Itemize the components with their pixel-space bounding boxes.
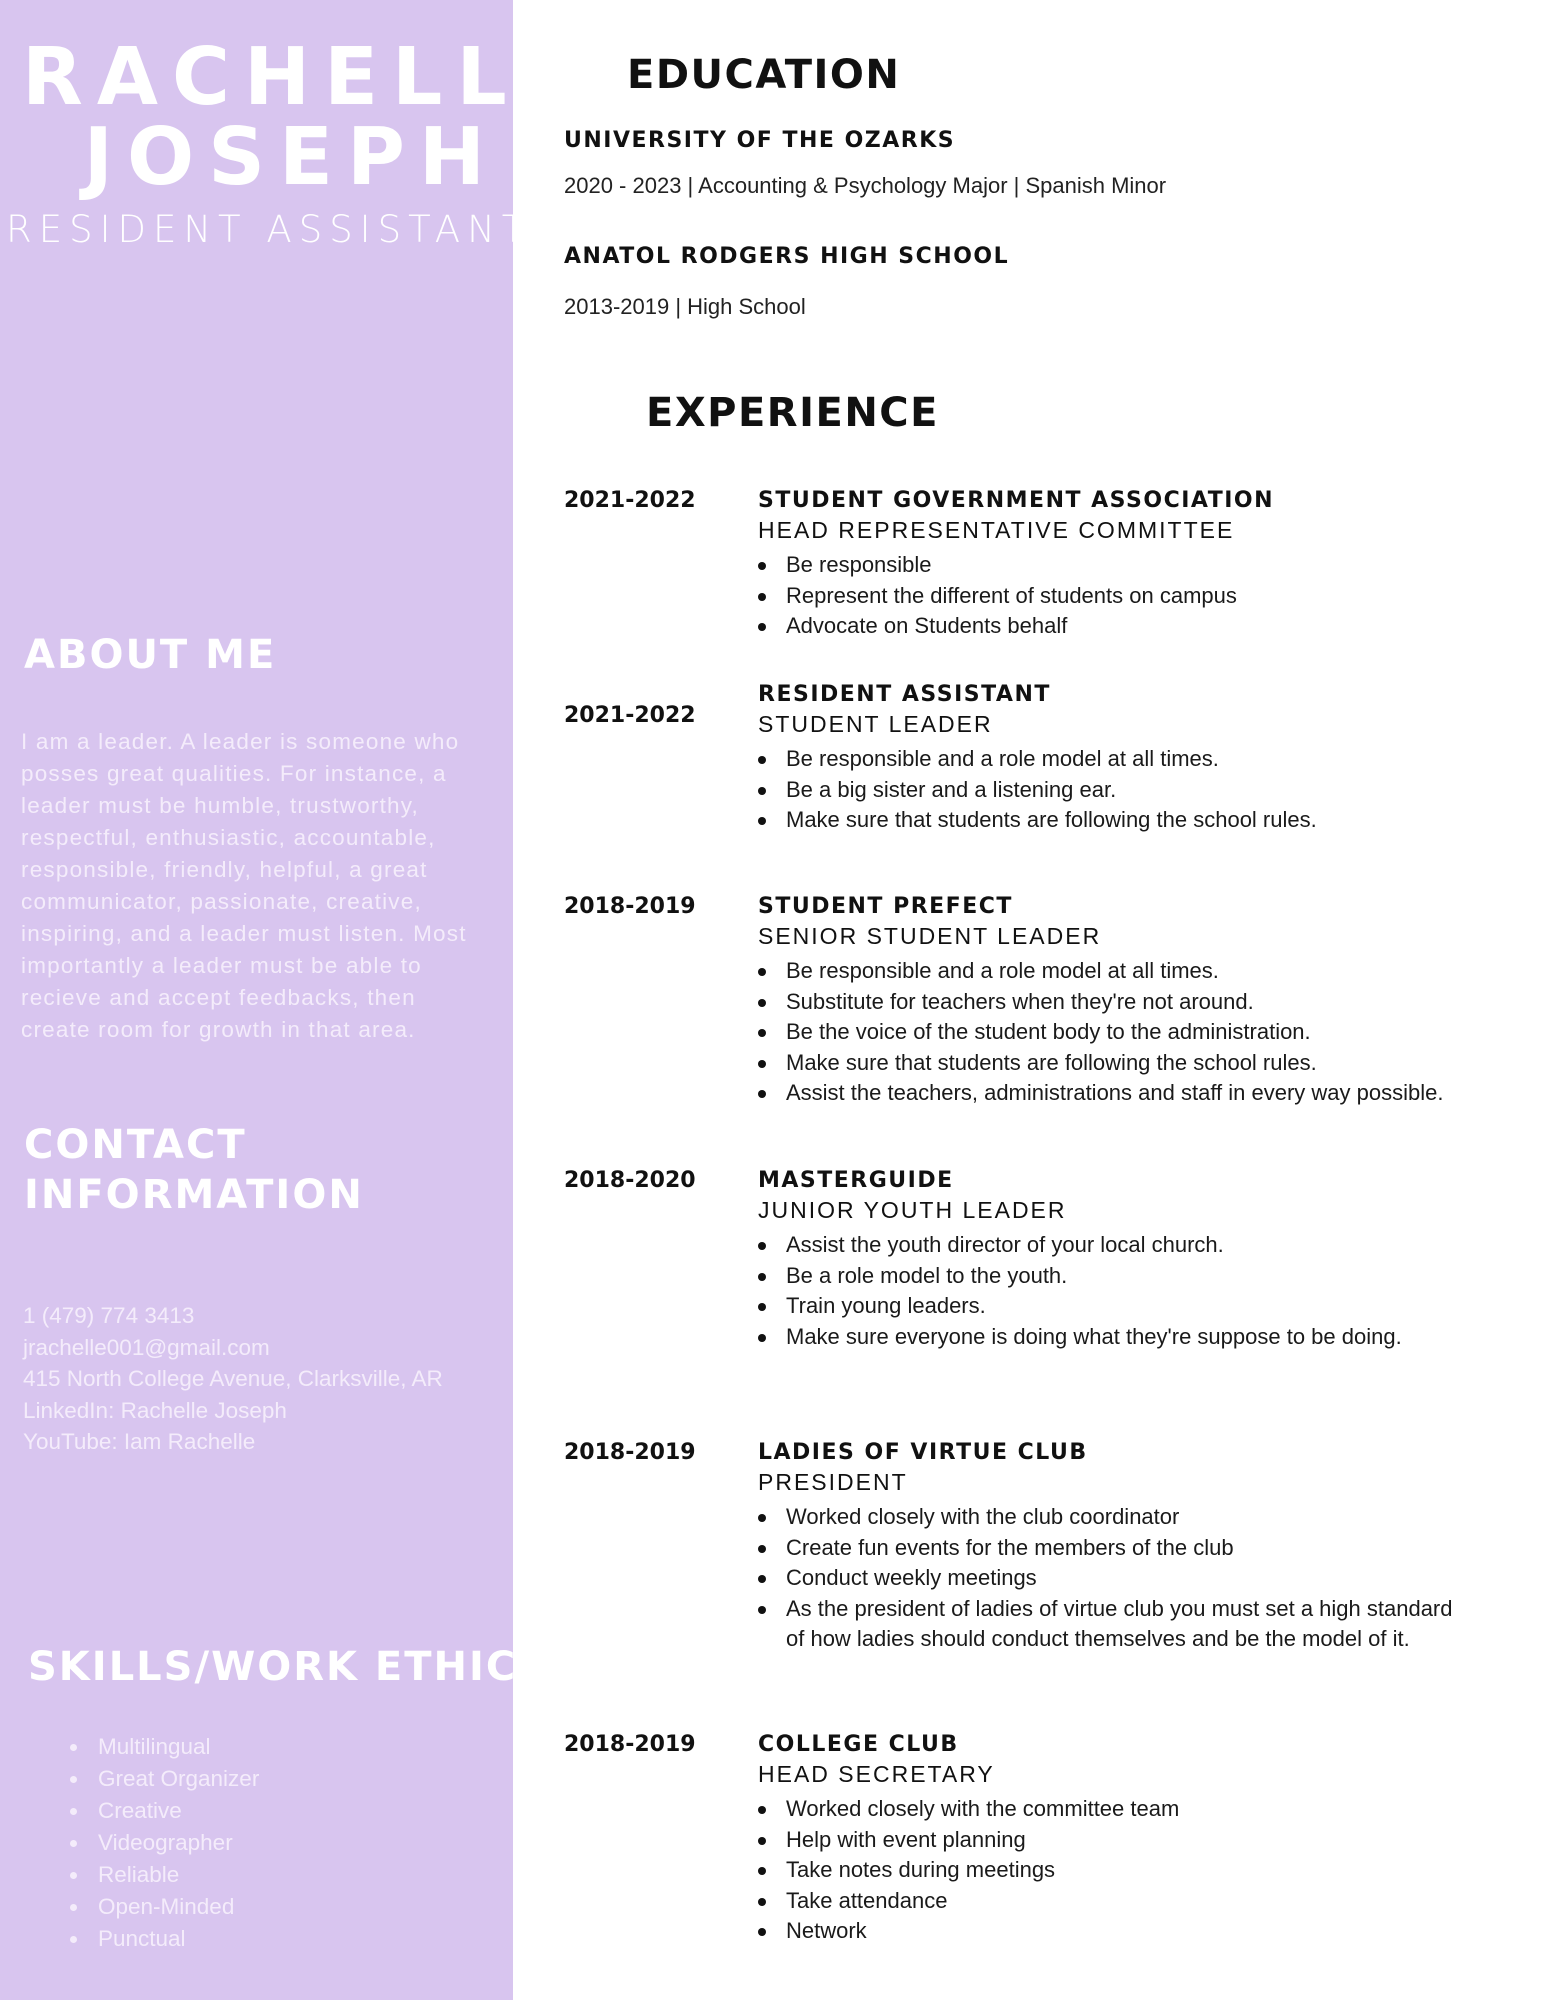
entry-organization: STUDENT GOVERNMENT ASSOCIATION <box>758 488 1275 513</box>
bullet-item: Take notes during meetings <box>758 1855 1458 1886</box>
entry-bullets <box>758 550 1458 642</box>
about-line: create room for growth in that area. <box>21 1017 416 1042</box>
about-line: posses great qualities. For instance, a <box>21 761 447 786</box>
entry-position: SENIOR STUDENT LEADER <box>758 923 1102 949</box>
entry-years: 2021-2022 <box>564 488 696 513</box>
bullet-item: Worked closely with the committee team <box>758 1794 1458 1825</box>
phone: 1 (479) 774 3413 <box>23 1303 195 1328</box>
bullet-item: Train young leaders. <box>758 1291 1458 1322</box>
entry-position: HEAD REPRESENTATIVE COMMITTEE <box>758 517 1235 543</box>
contact-heading <box>24 1120 364 1220</box>
entry-organization: MASTERGUIDE <box>758 1168 954 1193</box>
bullet-item: Be responsible <box>758 550 1458 581</box>
bullet-item: Be responsible and a role model at all times. <box>758 956 1458 987</box>
entry-years: 2018-2019 <box>564 894 696 919</box>
about-line: inspiring, and a leader must listen. Most <box>21 921 467 946</box>
about-line: leader must be humble, trustworthy, <box>21 793 419 818</box>
experience-entry <box>758 1440 1458 1655</box>
about-heading: ABOUT ME <box>24 632 277 678</box>
entry-organization: RESIDENT ASSISTANT <box>758 682 1051 707</box>
experience-entry <box>758 1168 1458 1352</box>
contact-heading-line: CONTACT <box>24 1122 247 1168</box>
entry-position: STUDENT LEADER <box>758 711 993 737</box>
entry-bullets <box>758 744 1458 836</box>
experience-entry <box>758 894 1458 1109</box>
bullet-item: Be a big sister and a listening ear. <box>758 775 1458 806</box>
bullet-item: As the president of ladies of virtue club you must set a high standard of how ladies should conduct themselves and be the model of it. <box>758 1594 1458 1655</box>
email: jrachelle001@gmail.com <box>23 1334 270 1360</box>
skill-item: Reliable <box>70 1859 259 1891</box>
entry-bullets <box>758 1230 1458 1352</box>
entry-bullets <box>758 1502 1458 1655</box>
bullet-item: Network <box>758 1916 1458 1947</box>
about-line: recieve and accept feedbacks, then <box>21 985 416 1010</box>
bullet-item: Conduct weekly meetings <box>758 1563 1458 1594</box>
about-line: I am a leader. A leader is someone who <box>21 729 460 754</box>
entry-position: HEAD SECRETARY <box>758 1761 995 1787</box>
bullet-item: Be a role model to the youth. <box>758 1261 1458 1292</box>
experience-heading: EXPERIENCE <box>646 390 939 436</box>
bullet-item: Be responsible and a role model at all times. <box>758 744 1458 775</box>
skill-item: Open-Minded <box>70 1891 259 1923</box>
skill-item: Punctual <box>70 1923 259 1955</box>
experience-entry <box>758 682 1458 836</box>
bullet-item: Substitute for teachers when they're not around. <box>758 987 1458 1018</box>
bullet-item: Create fun events for the members of the club <box>758 1533 1458 1564</box>
bullet-item: Help with event planning <box>758 1825 1458 1856</box>
school-name: ANATOL RODGERS HIGH SCHOOL <box>564 244 1010 269</box>
bullet-item: Worked closely with the club coordinator <box>758 1502 1458 1533</box>
bullet-item: Make sure everyone is doing what they're suppose to be doing. <box>758 1322 1458 1353</box>
bullet-item: Make sure that students are following the school rules. <box>758 1048 1458 1079</box>
entry-years: 2021-2022 <box>564 703 696 728</box>
about-line: importantly a leader must be able to <box>21 953 422 978</box>
entry-organization: LADIES OF VIRTUE CLUB <box>758 1440 1088 1465</box>
school-name: UNIVERSITY OF THE OZARKS <box>564 128 956 153</box>
experience-entry <box>758 1732 1458 1947</box>
youtube: YouTube: Iam Rachelle <box>23 1429 256 1454</box>
bullet-item: Take attendance <box>758 1886 1458 1917</box>
entry-position: PRESIDENT <box>758 1469 908 1495</box>
about-line: communicator, passionate, creative, <box>21 889 422 914</box>
bullet-item: Advocate on Students behalf <box>758 611 1458 642</box>
about-line: respectful, enthusiastic, accountable, <box>21 825 436 850</box>
contact-heading-line: INFORMATION <box>24 1172 364 1218</box>
school-detail: 2013-2019 | High School <box>564 294 806 319</box>
entry-years: 2018-2019 <box>564 1732 696 1757</box>
skill-item: Great Organizer <box>70 1763 259 1795</box>
entry-organization: STUDENT PREFECT <box>758 894 1013 919</box>
skill-item: Videographer <box>70 1827 259 1859</box>
entry-bullets <box>758 956 1458 1109</box>
first-name: RACHELLE <box>22 31 589 123</box>
skill-item: Multilingual <box>70 1731 259 1763</box>
about-text <box>21 726 501 1046</box>
sidebar <box>0 0 589 2000</box>
bullet-item: Assist the teachers, administrations and staff in every way possible. <box>758 1078 1458 1109</box>
address: 415 North College Avenue, Clarksville, AR <box>23 1366 443 1391</box>
entry-position: JUNIOR YOUTH LEADER <box>758 1197 1067 1223</box>
entry-years: 2018-2020 <box>564 1168 696 1193</box>
skill-item: Creative <box>70 1795 259 1827</box>
contact-list <box>23 1300 503 1458</box>
education-heading: EDUCATION <box>627 52 901 98</box>
entry-bullets <box>758 1794 1458 1947</box>
job-title: RESIDENT ASSISTANT <box>6 208 532 251</box>
experience-entry <box>758 488 1458 642</box>
bullet-item: Be the voice of the student body to the administration. <box>758 1017 1458 1048</box>
skills-list <box>70 1731 259 1955</box>
school-detail: 2020 - 2023 | Accounting & Psychology Major | Spanish Minor <box>564 173 1167 198</box>
entry-years: 2018-2019 <box>564 1440 696 1465</box>
linkedin: LinkedIn: Rachelle Joseph <box>23 1397 287 1423</box>
last-name: JOSEPH <box>83 111 499 203</box>
skills-heading: SKILLS/WORK ETHIC <box>28 1644 518 1690</box>
bullet-item: Assist the youth director of your local church. <box>758 1230 1458 1261</box>
bullet-item: Make sure that students are following the school rules. <box>758 805 1458 836</box>
bullet-item: Represent the different of students on campus <box>758 581 1458 612</box>
entry-organization: COLLEGE CLUB <box>758 1732 959 1757</box>
about-line: responsible, friendly, helpful, a great <box>21 857 428 882</box>
